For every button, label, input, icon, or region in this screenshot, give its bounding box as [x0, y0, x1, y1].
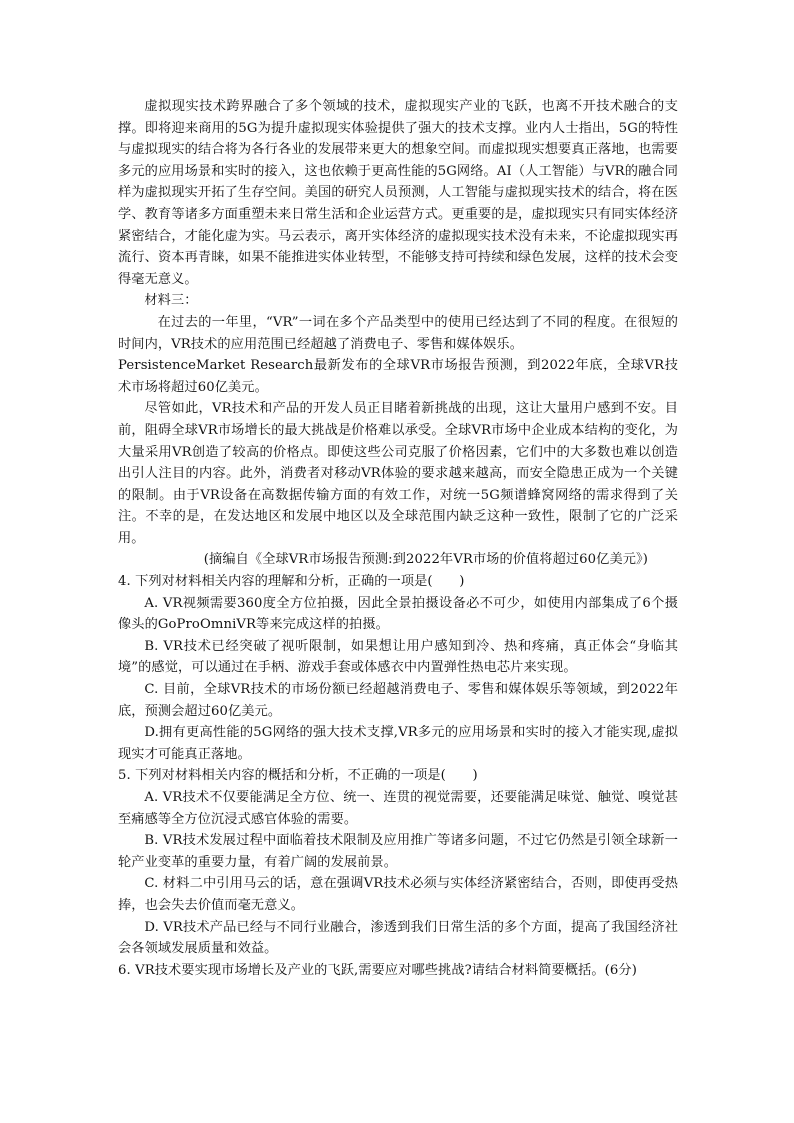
question-4-option-a: A. VR视频需要360度全方位拍摄，因此全景拍摄设备必不可少，如使用内部集成了6个摄像头的GoProOmniVR等来完成这样的拍摄。 [118, 595, 678, 633]
question-5-stem: 5. 下列对材料相关内容的概括和分析，不正确的一项是( ) [118, 768, 478, 784]
question-6-stem: 6. VR技术要实现市场增长及产业的飞跃,需要应对哪些挑战?请结合材料简要概括。(6分) [118, 962, 637, 978]
material-three-paragraph-2: PersistenceMarket Research最新发布的全球VR市场报告预测，到2022年底，全球VR技术市场将超过60亿美元。 [118, 358, 678, 395]
source-citation: (摘编自《全球VR市场报告预测:到2022年VR市场的价值将超过60亿美元》) [203, 552, 648, 568]
question-4-option-d: D.拥有更高性能的5G网络的强大技术支撑,VR多元的应用场景和实时的接入才能实现,虚拟现实才可能真正落地。 [118, 725, 678, 762]
question-5-option-a: A. VR技术不仅要能满足全方位、统一、连贯的视觉需要，还要能满足味觉、触觉、嗅觉甚至痛感等全方位沉浸式感官体验的需要。 [118, 790, 678, 827]
material-two-closing-paragraph: 虚拟现实技术跨界融合了多个领域的技术，虚拟现实产业的飞跃，也离不开技术融合的支撑。即将迎来商用的5G为提升虚拟现实体验提供了强大的技术支撑。业内人士指出，5G的特性与虚拟现实的结合将为各行各业的发展带来更大的想象空间。而虚拟现实想要真正落地，也需要多元的应用场景和实时的接入，这也依赖于更高性能的5G网络。AI（人工智能）与VR的融合同样为虚拟现实开拓了生存空间。美国的研究人员预测，人工智能与虚拟现实技术的结合，将在医学、教育等诸多方面重塑未来日常生活和企业运营方式。更重要的是，虚拟现实只有同实体经济紧密结合，才能化虚为实。马云表示，离开实体经济的虚拟现实技术没有未来，不论虚拟现实再流行、资本再青睐，如果不能推进实体业转型，不能够支持可持续和绿色发展，这样的技术会变得毫无意义。 [118, 99, 678, 287]
material-three-paragraph-3: 尽管如此，VR技术和产品的开发人员正目睹着新挑战的出现，这让大量用户感到不安。目前，阻碍全球VR市场增长的最大挑战是价格难以承受。全球VR市场中企业成本结构的变化，为大量采用VR创造了较高的价格点。即使这些公司克服了价格因素，它们中的大多数也难以创造出引人注目的内容。此外，消费者对移动VR体验的要求越来越高，而安全隐患正成为一个关键的限制。由于VR设备在高数据传输方面的有效工作，对统一5G频谱蜂窝网络的需求得到了关注。不幸的是，在发达地区和发展中地区以及全球范围内缺乏这种一致性，限制了它的广泛采用。 [118, 401, 678, 546]
material-three-label: 材料三： [144, 293, 198, 309]
question-4-option-b: B. VR技术已经突破了视听限制，如果想让用户感知到冷、热和疼痛，真正体会“身临其境”的感觉，可以通过在手柄、游戏手套或体感衣中内置弹性热电芯片来实现。 [118, 638, 678, 676]
question-5-option-d: D. VR技术产品已经与不同行业融合，渗透到我们日常生活的多个方面，提高了我国经济社会各领域发展质量和效益。 [118, 919, 678, 957]
material-three-paragraph-1: 在过去的一年里，“VR”一词在多个产品类型中的使用已经达到了不同的程度。在很短的时间内，VR技术的应用范围已经超越了消费电子、零售和媒体娱乐。 [118, 314, 678, 352]
question-4-stem: 4. 下列对材料相关内容的理解和分析，正确的一项是( ) [118, 574, 465, 590]
question-4-option-c: C. 目前，全球VR技术的市场份额已经超越消费电子、零售和媒体娱乐等领域，到2022年底，预测会超过60亿美元。 [118, 682, 678, 719]
question-5-option-c: C. 材料二中引用马云的话，意在强调VR技术必须与实体经济紧密结合，否则，即使再受热捧，也会失去价值而毫无意义。 [118, 876, 678, 913]
question-5-option-b: B. VR技术发展过程中面临着技术限制及应用推广等诸多问题，不过它仍然是引领全球新一轮产业变革的重要力量，有着广阔的发展前景。 [118, 833, 678, 870]
document-page [118, 96, 678, 981]
